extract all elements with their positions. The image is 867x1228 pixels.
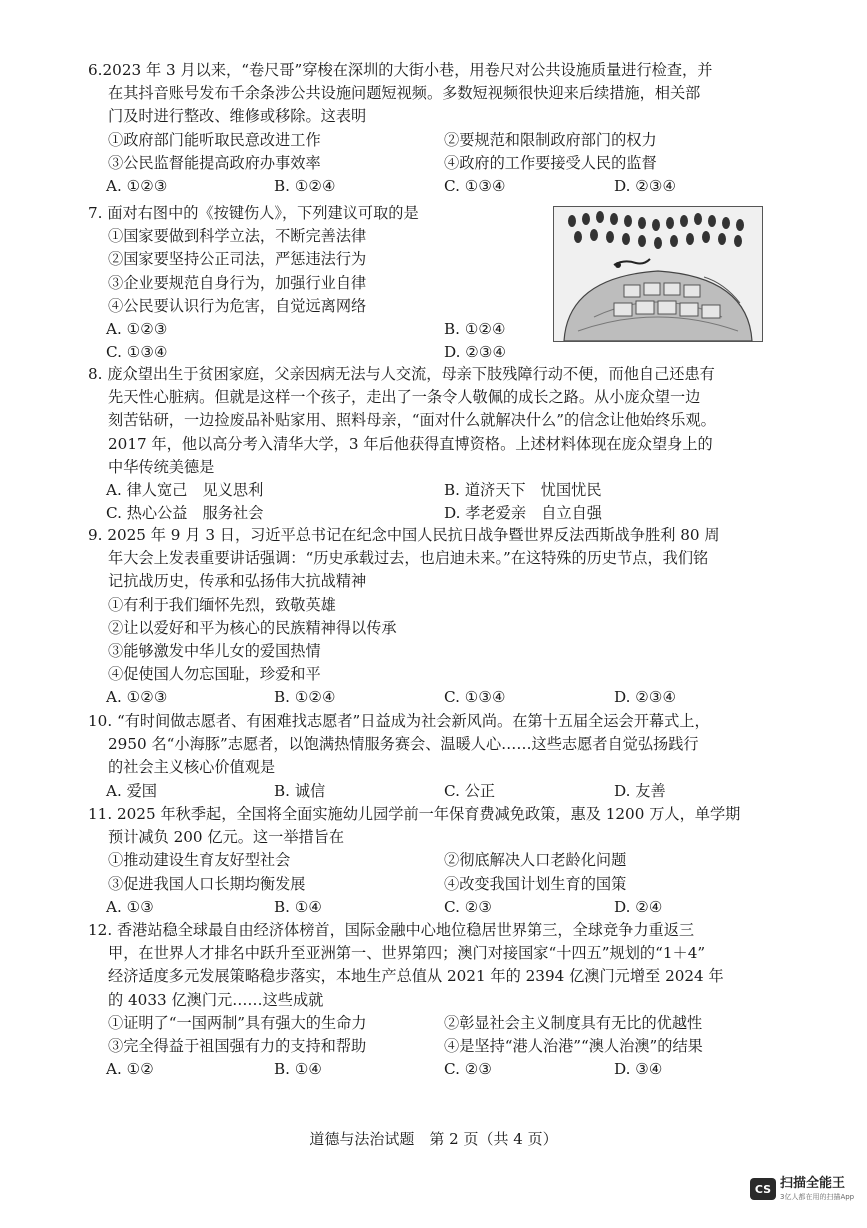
option-row [88, 849, 738, 872]
answer-choice-b: B. ①④ [274, 897, 323, 916]
option-item: ②彻底解决人口老龄化问题 [444, 851, 627, 870]
answer-choice-d: D. ②④ [614, 897, 663, 916]
option-row [88, 129, 788, 152]
scanner-app-name: 扫描全能王 [780, 1176, 846, 1191]
answer-row [88, 1058, 738, 1081]
question-stem: 8. 庞众望出生于贫困家庭，父亲因病无法与人交流，母亲下肢残障行动不便，而他自己还患有 [88, 365, 715, 383]
option-item: ①国家要做到科学立法，不断完善法律 [108, 227, 367, 246]
answer-choice-c: C. ②③ [444, 1060, 492, 1079]
option-item: ②让以爱好和平为核心的民族精神得以传承 [108, 618, 397, 637]
camscanner-logo-icon: CS [750, 1178, 776, 1200]
question-stem: 9. 2025 年 9 月 3 日，习近平总书记在纪念中国人民抗日战争暨世界反法西斯战争胜利 80 周 [88, 526, 720, 544]
question-11 [88, 803, 741, 919]
question-stem: 2017 年，他以高分考入清华大学，3 年后他获得直博资格。上述材料体现在庞众望身上的 [108, 434, 713, 453]
option-item: ③促进我国人口长期均衡发展 [108, 874, 306, 893]
option-item: ③公民监督能提高政府办事效率 [108, 153, 321, 172]
answer-choice-c: C. ②③ [444, 897, 492, 916]
option-item: ①推动建设生育友好型社会 [108, 851, 291, 870]
option-item: ④是坚持“港人治港”“澳人治澳”的结果 [444, 1036, 703, 1055]
question-stem: 预计减负 200 亿元。这一举措旨在 [108, 828, 345, 847]
option-row [88, 873, 738, 896]
option-item: ④促使国人勿忘国耻，珍爱和平 [108, 665, 321, 684]
answer-choice-a: A. ①②③ [106, 319, 168, 338]
answer-choice-b: B. 诚信 [274, 781, 326, 800]
answer-row [88, 780, 738, 803]
answer-choice-c: C. 热心公益 服务社会 [106, 504, 264, 523]
scanner-watermark-text [780, 1176, 854, 1202]
answer-choice-d: D. ②③④ [614, 176, 677, 195]
answer-choice-a: A. 爱国 [106, 781, 157, 800]
answer-choice-a: A. ①③ [106, 897, 154, 916]
answer-choice-b: B. 道济天下 忧国忧民 [444, 480, 602, 499]
answer-choice-b: B. ①②④ [444, 319, 506, 338]
answer-choice-c: C. ①③④ [106, 343, 168, 362]
option-item: ④政府的工作要接受人民的监督 [444, 153, 657, 172]
answer-choice-c: C. 公正 [444, 781, 496, 800]
answer-row [88, 502, 738, 525]
question-stem: 10. “有时间做志愿者、有困难找志愿者”日益成为社会新风尚。在第十五届全运会开幕式上， [88, 712, 710, 730]
question-stem: 中华传统美德是 [108, 457, 215, 476]
question-stem: 2950 名“小海豚”志愿者，以饱满热情服务赛会、温暖人心……这些志愿者自觉弘扬践行 [108, 735, 699, 754]
option-item: ②彰显社会主义制度具有无比的优越性 [444, 1013, 703, 1032]
question-stem: 先天性心脏病。但就是这样一个孩子，走出了一条令人敬佩的成长之路。从小庞众望一边 [108, 388, 701, 407]
scanner-tagline: 3亿人都在用的扫描App [780, 1193, 855, 1201]
option-row [88, 1035, 738, 1058]
question-stem: 11. 2025 年秋季起，全国将全面实施幼儿园学前一年保育费减免政策，惠及 1200 万人，单学期 [88, 805, 741, 823]
question-stem: 经济适度多元发展策略稳步落实，本地生产总值从 2021 年的 2394 亿澳门元增至 2024 年 [108, 967, 724, 986]
question-stem: 的社会主义核心价值观是 [108, 758, 276, 777]
question-stem: 6.2023 年 3 月以来，“卷尺哥”穿梭在深圳的大街小巷，用卷尺对公共设施质量进行检查，并 [88, 61, 713, 79]
question-8 [88, 363, 738, 525]
question-stem: 门及时进行整改、维修或移除。这表明 [108, 107, 367, 126]
question-stem: 的 4033 亿澳门元……这些成就 [108, 990, 324, 1009]
option-item: ④公民要认识行为危害，自觉远离网络 [108, 296, 367, 315]
answer-choice-d: D. ②③④ [614, 688, 677, 707]
question-stem: 记抗战历史，传承和弘扬伟大抗战精神 [108, 572, 367, 591]
question-12 [88, 919, 738, 1081]
option-item: ①有利于我们缅怀先烈，致敬英雄 [108, 595, 336, 614]
answer-choice-d: D. 友善 [614, 781, 666, 800]
question-stem: 年大会上发表重要讲话强调：“历史承载过去，也启迪未来。”在这特殊的历史节点，我们铭 [108, 549, 709, 568]
option-item: ③企业要规范自身行为，加强行业自律 [108, 273, 367, 292]
answer-row [88, 686, 738, 709]
question-stem: 甲，在世界人才排名中跃升至亚洲第一、世界第四；澳门对接国家“十四五”规划的“1＋4” [108, 944, 706, 963]
question-stem: 12. 香港站稳全球最自由经济体榜首，国际金融中心地位稳居世界第三，全球竞争力重返三 [88, 921, 695, 939]
option-item: ②要规范和限制政府部门的权力 [444, 130, 657, 149]
answer-choice-b: B. ①④ [274, 1060, 323, 1079]
answer-choice-d: D. ③④ [614, 1060, 663, 1079]
option-item: ①证明了“一国两制”具有强大的生命力 [108, 1013, 367, 1032]
cartoon-image [553, 206, 763, 342]
answer-choice-a: A. ①② [106, 1060, 154, 1079]
option-item: ②国家要坚持公正司法，严惩违法行为 [108, 250, 367, 269]
option-row [88, 152, 788, 175]
answer-row [88, 175, 788, 198]
option-item: ③能够激发中华儿女的爱国热情 [108, 641, 321, 660]
question-stem: 7. 面对右图中的《按键伤人》，下列建议可取的是 [88, 204, 419, 222]
answer-choice-d: D. ②③④ [444, 343, 507, 362]
page-footer: 道德与法治试题 第 2 页（共 4 页） [309, 1130, 558, 1148]
question-stem: 刻苦钻研，一边捡废品补贴家用、照料母亲，“面对什么就解决什么”的信念让他始终乐观。 [108, 411, 716, 430]
answer-choice-a: A. ①②③ [106, 688, 168, 707]
answer-choice-a: A. ①②③ [106, 176, 168, 195]
question-6 [88, 59, 788, 198]
answer-choice-a: A. 律人宽己 见义思利 [106, 480, 264, 499]
answer-row [88, 896, 738, 919]
question-stem: 在其抖音账号发布千余条涉公共设施问题短视频。多数短视频很快迎来后续措施，相关部 [108, 84, 701, 103]
option-row [88, 1012, 738, 1035]
answer-row [88, 341, 738, 364]
answer-choice-b: B. ①②④ [274, 176, 336, 195]
answer-choice-b: B. ①②④ [274, 688, 336, 707]
option-item: ③完全得益于祖国强有力的支持和帮助 [108, 1036, 367, 1055]
option-item: ①政府部门能听取民意改进工作 [108, 130, 321, 149]
option-item: ④改变我国计划生育的国策 [444, 874, 627, 893]
question-10 [88, 710, 738, 803]
cartoon-drawing [554, 207, 762, 341]
answer-choice-c: C. ①③④ [444, 688, 506, 707]
answer-choice-c: C. ①③④ [444, 176, 506, 195]
answer-choice-d: D. 孝老爱亲 自立自强 [444, 504, 602, 523]
answer-row [88, 479, 738, 502]
question-9 [88, 524, 738, 710]
scanner-watermark [750, 1176, 854, 1202]
